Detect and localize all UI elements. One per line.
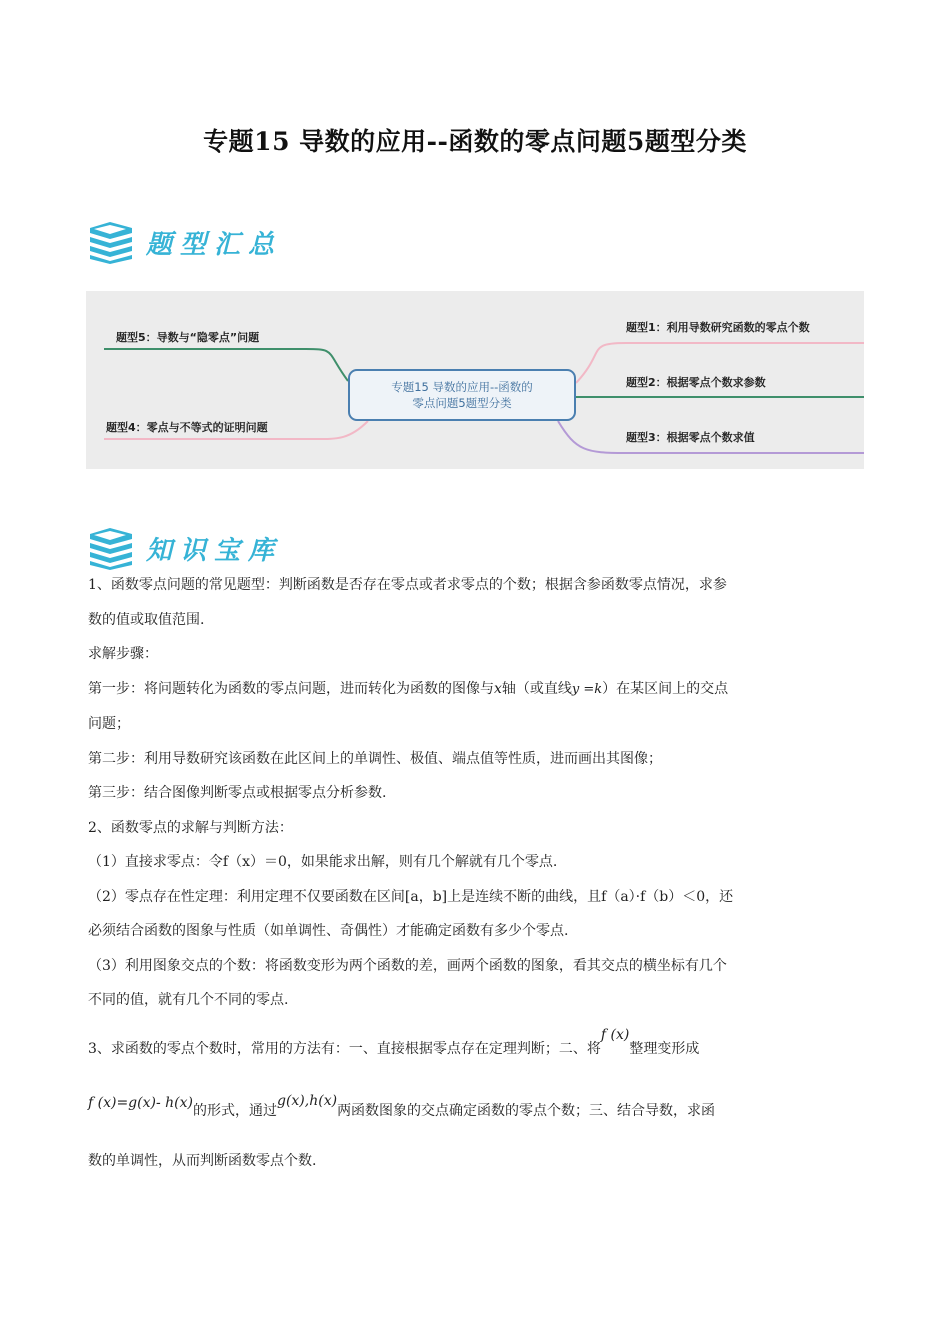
text-span: 轴（或直线 bbox=[501, 680, 572, 697]
knowledge-content bbox=[88, 568, 864, 1178]
mindmap-node-3: 题型3：根据零点个数求值 bbox=[626, 431, 755, 444]
text-span: 整理变形成 bbox=[629, 1040, 700, 1057]
paragraph-line: 求解步骤： bbox=[88, 646, 158, 662]
section-header-knowledge bbox=[88, 523, 282, 573]
mindmap-center-node bbox=[348, 369, 576, 421]
paragraph-line: （3）利用图象交点的个数：将函数变形为两个函数的差，画两个函数的图象，看其交点的横坐标有几个 bbox=[88, 957, 727, 974]
paragraph-line: 数的单调性，从而判断函数零点个数. bbox=[88, 1152, 317, 1169]
book-stack-icon bbox=[88, 220, 134, 264]
mindmap-center-line1: 专题15 导数的应用--函数的 bbox=[391, 380, 533, 394]
math-y-equals-k: y =k bbox=[571, 681, 603, 697]
mindmap-center-line2: 零点问题5题型分类 bbox=[412, 396, 512, 410]
paragraph-line: 必须结合函数的图象与性质（如单调性、奇偶性）才能确定函数有多少个零点. bbox=[88, 923, 569, 939]
text-span: 3、求函数的零点个数时，常用的方法有：一、直接根据零点存在定理判断；二、将 bbox=[88, 1040, 601, 1057]
mindmap-node-2: 题型2：根据零点个数求参数 bbox=[626, 376, 766, 389]
text-span: 的形式，通过 bbox=[192, 1102, 277, 1119]
paragraph-line: （2）零点存在性定理：利用定理不仅要函数在区间[a，b]上是连续不断的曲线，且f（a）·f（b）＜0，还 bbox=[88, 888, 734, 905]
paragraph-line: 2、函数零点的求解与判断方法： bbox=[88, 819, 293, 836]
math-x: x bbox=[494, 680, 502, 697]
text-span: 两函数图象的交点确定函数的零点个数；三、结合导数，求函 bbox=[337, 1102, 716, 1119]
mindmap-node-1: 题型1：利用导数研究函数的零点个数 bbox=[626, 321, 810, 334]
math-f-equals-g-minus-h: f (x)=g(x)- h(x) bbox=[88, 1094, 193, 1111]
book-stack-icon bbox=[88, 526, 134, 570]
paragraph-line: 数的值或取值范围. bbox=[88, 611, 205, 628]
paragraph-line: 1、函数零点问题的常见题型：判断函数是否存在零点或者求零点的个数；根据含参函数零点情况，求参 bbox=[88, 577, 727, 593]
paragraph-line bbox=[88, 1086, 864, 1136]
text-span: ）在某区间上的交点 bbox=[602, 680, 729, 697]
section-title-knowledge: 知识宝库 bbox=[146, 535, 283, 566]
paragraph-line: 问题； bbox=[88, 716, 130, 732]
paragraph-line: 第三步：结合图像判断零点或根据零点分析参数. bbox=[88, 785, 387, 801]
math-f-x: f (x) bbox=[600, 1026, 630, 1043]
paragraph-line bbox=[88, 672, 864, 708]
paragraph-line bbox=[88, 1024, 864, 1074]
section-header-summary bbox=[88, 217, 282, 267]
math-g-h: g(x),h(x) bbox=[276, 1092, 338, 1109]
mindmap bbox=[86, 291, 864, 469]
mindmap-node-4: 题型4：零点与不等式的证明问题 bbox=[106, 421, 268, 434]
paragraph-line: 不同的值，就有几个不同的零点. bbox=[88, 992, 289, 1008]
mindmap-node-5: 题型5：导数与“隐零点”问题 bbox=[116, 331, 260, 344]
paragraph-line: 第二步：利用导数研究该函数在此区间上的单调性、极值、端点值等性质，进而画出其图像； bbox=[88, 750, 662, 767]
section-title-summary: 题型汇总 bbox=[146, 229, 283, 260]
paragraph-line: （1）直接求零点：令f（x）＝0，如果能求出解，则有几个解就有几个零点. bbox=[88, 854, 558, 870]
text-span: 第一步：将问题转化为函数的零点问题，进而转化为函数的图像与 bbox=[88, 680, 494, 697]
page-title: 专题15 导数的应用--函数的零点问题5题型分类 bbox=[203, 127, 747, 156]
